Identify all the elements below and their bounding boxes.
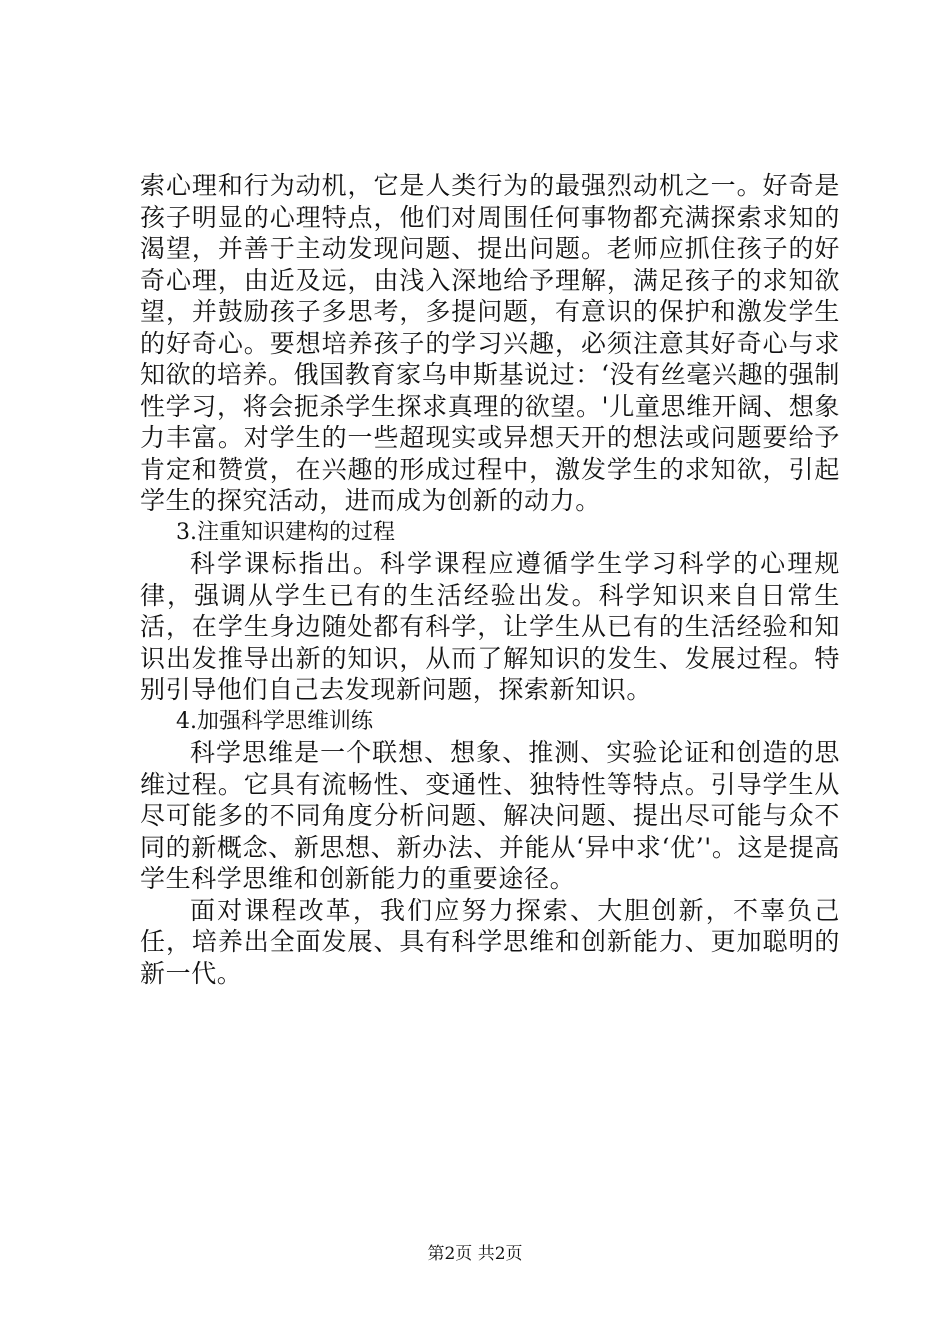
paragraph-knowledge-construction: 科学课标指出。科学课程应遵循学生学习科学的心理规律，强调从学生已有的生活经验出发。科学知识来自日常生活，在学生身边随处都有科学，让学生从已有的生活经验和知识出发推导出新的知识，从而了解知识的发生、发展过程。特别引导他们自己去发现新问题，探索新知识。 [140,549,840,704]
document-body [140,170,840,989]
section-heading-4: 4.加强科学思维训练 [176,708,373,734]
paragraph-conclusion: 面对课程改革，我们应努力探索、大胆创新，不辜负己任，培养出全面发展、具有科学思维和创新能力、更加聪明的新一代。 [140,895,840,988]
page-number-footer: 第2页 共2页 [427,1244,523,1264]
paragraph-scientific-thinking: 科学思维是一个联想、想象、推测、实验论证和创造的思维过程。它具有流畅性、变通性、独特性等特点。引导学生从尽可能多的不同角度分析问题、解决问题、提出尽可能与众不同的新概念、新思想、新办法、并能从‘异中求‘优’'。这是提高学生科学思维和创新能力的重要途径。 [140,738,840,893]
paragraph-curiosity: 索心理和行为动机，它是人类行为的最强烈动机之一。好奇是孩子明显的心理特点，他们对周围任何事物都充满探索求知的渴望，并善于主动发现问题、提出问题。老师应抓住孩子的好奇心理，由近及远，由浅入深地给予理解，满足孩子的求知欲望，并鼓励孩子多思考，多提问题，有意识的保护和激发学生的好奇心。要想培养孩子的学习兴趣，必须注意其好奇心与求知欲的培养。俄国教育家乌申斯基说过：‘没有丝毫兴趣的强制性学习，将会扼杀学生探求真理的欲望。'儿童思维开阔、想象力丰富。对学生的一些超现实或异想天开的想法或问题要给予肯定和赞赏，在兴趣的形成过程中，激发学生的求知欲，引起学生的探究活动，进而成为创新的动力。 [140,171,840,515]
section-heading-3: 3.注重知识建构的过程 [176,519,395,545]
